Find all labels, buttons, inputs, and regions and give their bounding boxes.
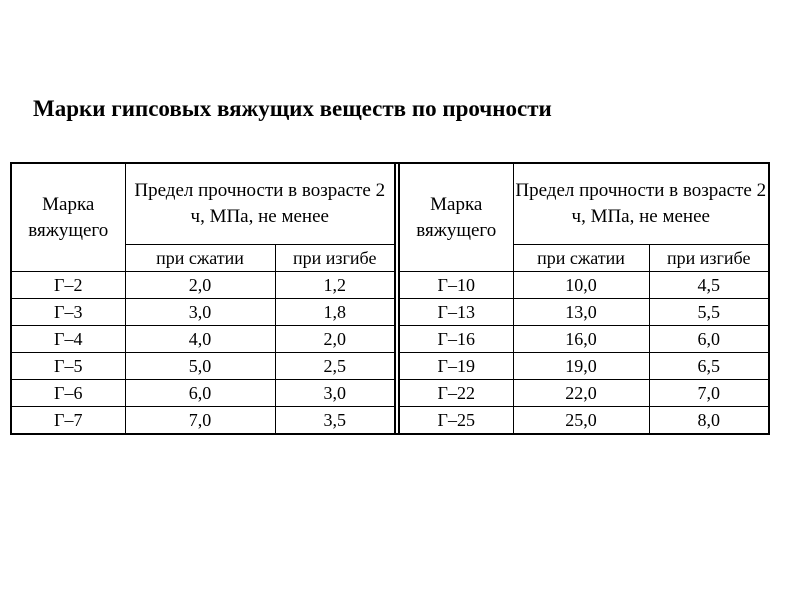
bending-cell-left: 2,0	[275, 326, 395, 353]
bending-cell-right: 7,0	[649, 380, 769, 407]
header-mark-right: Марка вяжущего	[399, 163, 513, 272]
header-strength-left: Предел прочности в возрасте 2 ч, МПа, не менее	[125, 163, 395, 245]
mark-cell-left: Г–3	[11, 299, 125, 326]
table-row	[11, 353, 769, 380]
bending-cell-right: 5,5	[649, 299, 769, 326]
mark-cell-left: Г–4	[11, 326, 125, 353]
bending-cell-left: 1,2	[275, 272, 395, 299]
page-title: Марки гипсовых вяжущих веществ по прочности	[33, 96, 552, 121]
compression-cell-left: 6,0	[125, 380, 275, 407]
compression-cell-right: 19,0	[513, 353, 649, 380]
compression-cell-right: 22,0	[513, 380, 649, 407]
table-row	[11, 272, 769, 299]
mark-cell-right: Г–16	[399, 326, 513, 353]
bending-cell-left: 3,0	[275, 380, 395, 407]
compression-cell-right: 13,0	[513, 299, 649, 326]
bending-cell-left: 1,8	[275, 299, 395, 326]
header-strength-right: Предел прочности в возрасте 2 ч, МПа, не менее	[513, 163, 769, 245]
bending-cell-left: 2,5	[275, 353, 395, 380]
subheader-row	[11, 245, 769, 272]
mark-cell-right: Г–19	[399, 353, 513, 380]
compression-cell-right: 10,0	[513, 272, 649, 299]
mark-cell-right: Г–22	[399, 380, 513, 407]
strength-table	[10, 162, 770, 435]
table-row	[11, 299, 769, 326]
subheader-compression-right: при сжатии	[513, 245, 649, 272]
mark-cell-left: Г–6	[11, 380, 125, 407]
table-row	[11, 407, 769, 435]
subheader-bending-left: при изгибе	[275, 245, 395, 272]
compression-cell-left: 7,0	[125, 407, 275, 435]
compression-cell-left: 3,0	[125, 299, 275, 326]
bending-cell-right: 6,5	[649, 353, 769, 380]
table-row	[11, 326, 769, 353]
mark-cell-left: Г–5	[11, 353, 125, 380]
mark-cell-left: Г–7	[11, 407, 125, 435]
mark-cell-right: Г–10	[399, 272, 513, 299]
bending-cell-right: 4,5	[649, 272, 769, 299]
mark-cell-right: Г–25	[399, 407, 513, 435]
header-mark-left: Марка вяжущего	[11, 163, 125, 272]
table-row	[11, 380, 769, 407]
mark-cell-left: Г–2	[11, 272, 125, 299]
compression-cell-right: 16,0	[513, 326, 649, 353]
bending-cell-right: 6,0	[649, 326, 769, 353]
header-row	[11, 163, 769, 245]
compression-cell-right: 25,0	[513, 407, 649, 435]
compression-cell-left: 2,0	[125, 272, 275, 299]
compression-cell-left: 5,0	[125, 353, 275, 380]
bending-cell-right: 8,0	[649, 407, 769, 435]
bending-cell-left: 3,5	[275, 407, 395, 435]
mark-cell-right: Г–13	[399, 299, 513, 326]
subheader-bending-right: при изгибе	[649, 245, 769, 272]
subheader-compression-left: при сжатии	[125, 245, 275, 272]
compression-cell-left: 4,0	[125, 326, 275, 353]
